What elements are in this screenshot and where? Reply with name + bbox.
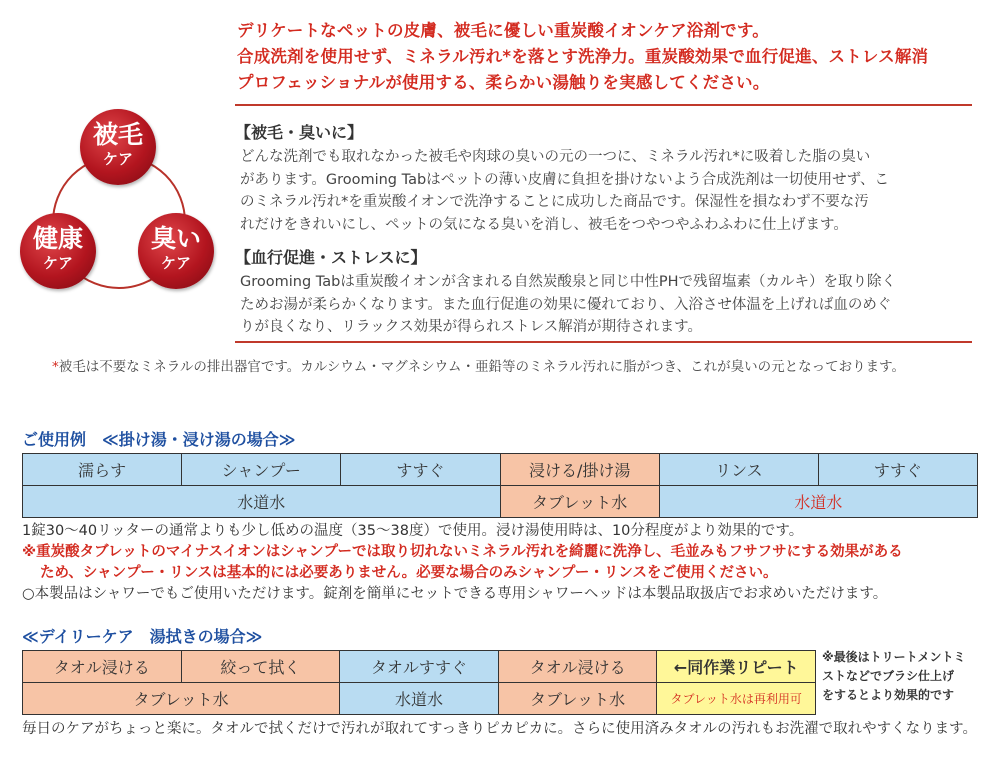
footnote-asterisk: * <box>52 359 59 375</box>
circle-health-care: 健康 ケア <box>20 213 96 289</box>
usage-title: ご使用例 ≪掛け湯・浸け湯の場合≫ <box>22 430 296 449</box>
daily-step-wring-wipe: 絞って拭く <box>181 651 340 683</box>
step-wet: 濡らす <box>23 454 182 486</box>
step-shampoo: シャンプー <box>182 454 341 486</box>
daily-water-tablet-2: タブレット水 <box>498 683 657 715</box>
daily-water-reuse: タブレット水は再利用可 <box>657 683 816 715</box>
step-soak: 浸ける/掛け湯 <box>500 454 659 486</box>
daily-step-rinse-towel: タオルすすぐ <box>340 651 499 683</box>
usage-note-3: ため、シャンプー・リンスは基本的には必要ありません。必要な場合のみシャンプー・リンスをご使用ください。 <box>40 565 778 581</box>
circle-odor-care: 臭い ケア <box>138 213 214 289</box>
section-circulation-heading: 【血行促進・ストレスに】 <box>235 248 427 267</box>
section-hair-odor-body: どんな洗剤でも取れなかった被毛や肉球の臭いの元の一つに、ミネラル汚れ*に吸着した脂の臭い があります。Grooming Tabはペットの薄い皮膚に負担を掛けないよう合成洗剤は一切使用せず、こ のミネラル汚れ*を重炭酸イオンで洗浄することに成功した商品です。保湿性を損なわず不要な汚 れだけをきれいにし、ペットの気になる臭いを消し、被毛をつやつやふわふわに仕上げます。 <box>240 149 890 233</box>
water-tap-1: 水道水 <box>23 486 501 518</box>
section-hair-odor-heading: 【被毛・臭いに】 <box>235 123 364 142</box>
daily-side-note: ※最後はトリートメントミ ストなどでブラシ仕上げ をするとより効果的です <box>822 650 966 702</box>
usage-notes <box>22 521 903 605</box>
usage-note-4: ○本製品はシャワーでもご使用いただけます。錠剤を簡単にセットできる専用シャワーヘッドは本製品取扱店でお求めいただけます。 <box>22 586 888 602</box>
step-rinse-final: すすぐ <box>818 454 977 486</box>
step-rinse: すすぐ <box>341 454 500 486</box>
daily-title: ≪デイリーケア 湯拭きの場合≫ <box>22 627 263 646</box>
intro-block <box>237 18 997 96</box>
daily-step-repeat: ←同作業リピート <box>657 651 816 683</box>
daily-steps-row <box>23 651 816 683</box>
intro-line-2: 合成洗剤を使用せず、ミネラル汚れ*を落とす洗浄力。重炭酸効果で血行促進、ストレス解消 <box>237 47 929 66</box>
circle-hair-care: 被毛 ケア <box>80 109 156 185</box>
section-circulation-body: Grooming Tabは重炭酸イオンが含まれる自然炭酸泉と同じ中性PHで残留塩素（カルキ）を取り除く ためお湯が柔らかくなります。また血行促進の効果に優れており、入浴させ体温を上げれば血のめぐ りが良くなり、リラックス効果が得られストレス解消が期待されます。 <box>240 274 897 335</box>
usage-table <box>22 453 978 518</box>
footnote <box>52 355 905 375</box>
intro-divider <box>235 104 972 106</box>
step-conditioner: リンス <box>659 454 818 486</box>
daily-water-tap: 水道水 <box>340 683 499 715</box>
usage-steps-row <box>23 454 978 486</box>
water-tablet: タブレット水 <box>500 486 659 518</box>
daily-table <box>22 650 816 715</box>
daily-water-row <box>23 683 816 715</box>
section-divider <box>235 341 972 343</box>
usage-note-1: 1錠30～40リッターの通常よりも少し低めの温度（35～38度）で使用。浸け湯使用時は、10分程度がより効果的です。 <box>22 523 804 539</box>
usage-water-row <box>23 486 978 518</box>
intro-line-1: デリケートなペットの皮膚、被毛に優しい重炭酸イオンケア浴剤です。 <box>237 21 769 40</box>
water-tap-2: 水道水 <box>659 486 977 518</box>
daily-step-soak-towel: タオル浸ける <box>23 651 182 683</box>
usage-note-2: ※重炭酸タブレットのマイナスイオンはシャンプーでは取り切れないミネラル汚れを綺麗に洗浄し、毛並みもフサフサにする効果がある <box>22 544 903 560</box>
daily-bottom-text: 毎日のケアがちょっと楽に。タオルで拭くだけで汚れが取れてすっきりピカピカに。さらに使用済みタオルの汚れもお洗濯で取れやすくなります。 <box>22 721 977 737</box>
daily-step-soak-towel-2: タオル浸ける <box>498 651 657 683</box>
footnote-text: 被毛は不要なミネラルの排出器官です。カルシウム・マグネシウム・亜鉛等のミネラル汚れに脂がつき、これが臭いの元となっております。 <box>58 359 905 375</box>
daily-water-tablet-1: タブレット水 <box>23 683 340 715</box>
care-circles <box>18 105 228 295</box>
intro-line-3: プロフェッショナルが使用する、柔らかい湯触りを実感してください。 <box>237 73 770 92</box>
